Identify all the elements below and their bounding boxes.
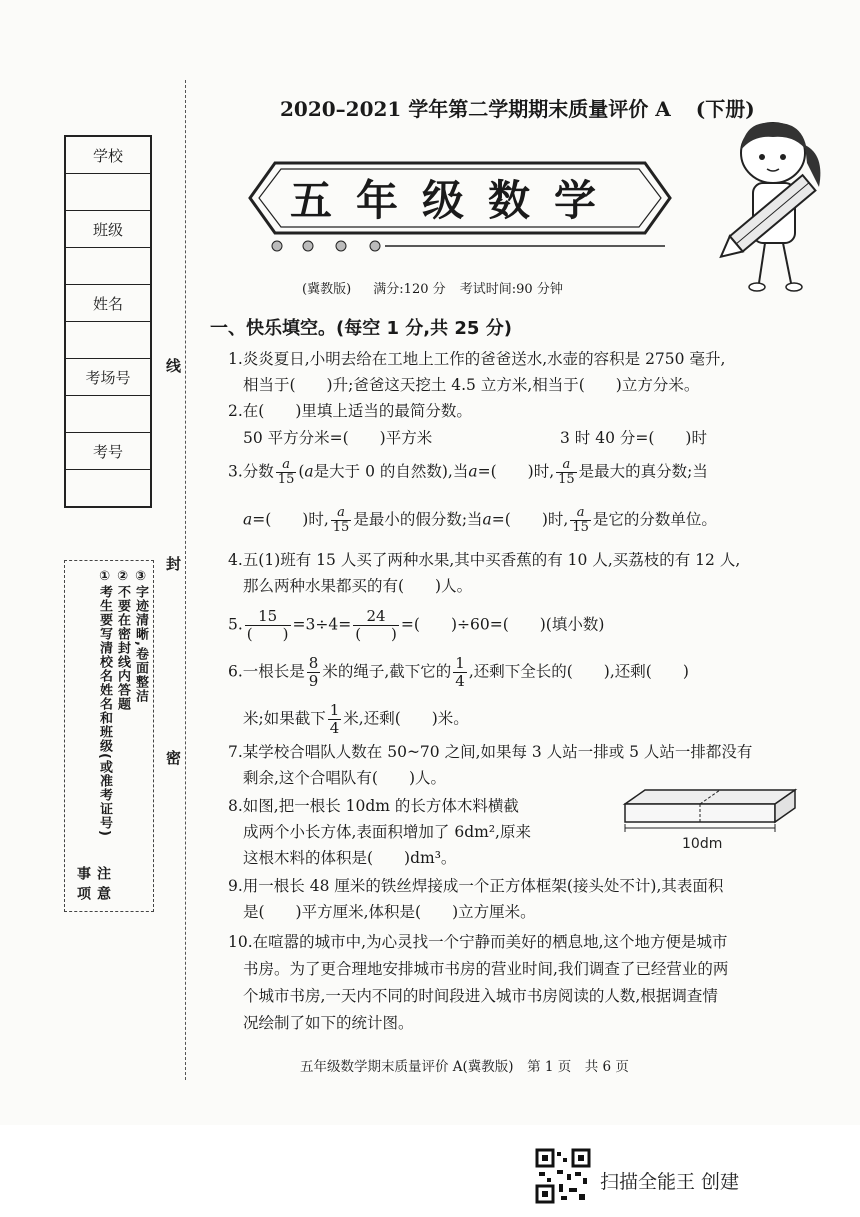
q6-line-1[interactable]	[228, 655, 689, 690]
q10-line-3: 个城市书房,一天内不同的时间段进入城市书房阅读的人数,根据调查情	[243, 987, 718, 1005]
q3-text-5: 是它的分数单位。	[592, 510, 717, 529]
notice-label: 注意事项	[75, 866, 111, 906]
girl-pencil-illustration	[715, 115, 830, 300]
wood-block-length-label: 10dm	[682, 836, 723, 852]
q10-line-1: 10.在喧嚣的城市中,为心灵找一个宁静而美好的栖息地,这个地方便是城市	[228, 933, 728, 951]
fraction-1-4-2: $\frac{1}{4}$	[329, 701, 340, 737]
fraction-1-4: $\frac{1}{4}$	[455, 654, 465, 690]
q7-line-1: 7.某学校合唱队人数在 50~70 之间,如果每 3 人站一排或 5 人站一排都没有	[228, 743, 753, 761]
q3-var-2: a	[468, 462, 478, 481]
q6-blanks[interactable]: ,还剩下全长的( ),还剩( )	[468, 662, 689, 681]
page-footer: 五年级数学期末质量评价 A(冀教版) 第 1 页 共 6 页	[300, 1059, 629, 1075]
info-name-blank[interactable]	[65, 322, 151, 359]
q3-var: a	[304, 462, 314, 481]
q7-line-2[interactable]: 剩余,这个合唱队有( )人。	[243, 769, 447, 787]
info-id: 考号	[65, 433, 151, 470]
q9-line-2[interactable]: 是( )平方厘米,体积是( )立方厘米。	[243, 903, 536, 921]
info-school-blank[interactable]	[65, 174, 151, 211]
notice-item-1: ①考生要写清校名姓名和班级(或准考证号)	[97, 569, 112, 837]
q5-post[interactable]: =( )÷60=( )(填小数)	[400, 615, 605, 634]
exam-time: 考试时间:90 分钟	[459, 282, 563, 297]
fraction-8-9: $\frac{8}{9}$	[308, 654, 319, 690]
q1-line-1: 1.炎炎夏日,小明去给在工地上工作的爸爸送水,水壶的容积是 2750 毫升,	[228, 350, 726, 368]
full-score: 满分:120 分	[373, 282, 446, 297]
fraction-a-15-4: $\frac{a}{15}$	[572, 505, 589, 535]
subject-title: 五年级数学	[290, 176, 621, 225]
exam-volume: (下册)	[695, 97, 755, 121]
q4-line-1: 4.五(1)班有 15 人买了两种水果,其中买香蕉的有 10 人,买荔枝的有 12 人,	[228, 551, 741, 569]
q3-text: 3.分数	[228, 462, 274, 481]
wood-block-figure	[620, 782, 800, 862]
info-name: 姓名	[65, 285, 151, 322]
q5-number: 5.	[228, 615, 243, 634]
q5-mid: =3÷4=	[292, 615, 352, 634]
qr-code-icon	[535, 1148, 591, 1204]
info-room-blank[interactable]	[65, 396, 151, 433]
q6-blank-3[interactable]: 米,还剩( )米。	[343, 709, 469, 728]
q9-line-1: 9.用一根长 48 厘米的铁丝焊接成一个正方体框架(接头处不计),其表面积	[228, 877, 724, 895]
info-id-blank[interactable]	[65, 470, 151, 508]
q3-line-2[interactable]	[243, 506, 717, 535]
seal-line	[185, 80, 186, 1080]
scanner-watermark: 扫描全能王 创建	[600, 1171, 740, 1193]
q5-fraction-2: $\frac{24}{( )}$	[355, 607, 397, 643]
q8-line-1: 8.如图,把一根长 10dm 的长方体木料横截	[228, 797, 519, 815]
seal-mark-line: 线	[166, 357, 182, 375]
q2-line-1: 2.在( )里填上适当的最简分数。	[228, 402, 472, 420]
seal-mark-seal: 封	[166, 555, 182, 573]
q3-line-1[interactable]	[228, 458, 708, 487]
q3-paren: (	[298, 462, 305, 481]
q3-blank-2[interactable]: =( )时,	[252, 510, 329, 529]
exam-meta	[302, 278, 563, 297]
q2-blank-a[interactable]: 50 平方分米=( )平方米	[243, 429, 433, 447]
info-school: 学校	[65, 136, 151, 174]
q3-blank-1[interactable]: =( )时,	[477, 462, 555, 481]
exam-title-text: 2020–2021 学年第二学期期末质量评价 A	[280, 97, 671, 121]
q4-line-2[interactable]: 那么两种水果都买的有( )人。	[243, 577, 473, 595]
info-class: 班级	[65, 211, 151, 248]
q1-line-2[interactable]: 相当于( )升;爸爸这天挖土 4.5 立方米,相当于( )立方分米。	[243, 376, 700, 394]
section-1-heading: 一、快乐填空。(每空 1 分,共 25 分)	[210, 318, 512, 339]
edition: (冀教版)	[302, 282, 352, 297]
q5-fraction-1: $\frac{15}{( )}$	[246, 607, 289, 643]
q6-text-2: 米的绳子,截下它的	[322, 662, 452, 681]
q3-var-4: a	[482, 510, 492, 529]
fraction-a-15: $\frac{a}{15}$	[277, 457, 295, 487]
q8-line-3[interactable]: 这根木料的体积是( )dm³。	[243, 849, 457, 867]
exam-title	[280, 93, 755, 122]
fraction-a-15-2: $\frac{a}{15}$	[558, 457, 575, 487]
seal-mark-secret: 密	[166, 749, 182, 767]
notice-box	[64, 560, 154, 912]
q5-line[interactable]	[228, 608, 604, 643]
q10-line-2: 书房。为了更合理地安排城市书房的营业时间,我们调查了已经营业的两	[243, 960, 729, 978]
q3-text-3: 是最大的真分数;当	[578, 462, 708, 481]
q3-text-2: 是大于 0 的自然数),当	[313, 462, 469, 481]
q3-var-3: a	[243, 510, 253, 529]
q6-text: 6.一根长是	[228, 662, 305, 681]
q3-blank-3[interactable]: =( )时,	[491, 510, 569, 529]
q6-text-3: 米;如果截下	[243, 709, 326, 728]
fraction-a-15-3: $\frac{a}{15}$	[332, 505, 350, 535]
q3-text-4: 是最小的假分数;当	[353, 510, 483, 529]
student-info-table	[64, 135, 152, 508]
q2-blank-b[interactable]: 3 时 40 分=( )时	[560, 429, 707, 447]
notice-item-2: ②不要在密封线内答题	[115, 569, 130, 711]
q8-line-2: 成两个小长方体,表面积增加了 6dm²,原来	[243, 823, 531, 841]
info-room: 考场号	[65, 359, 151, 396]
q6-line-2[interactable]	[243, 702, 469, 737]
q10-line-4: 况绘制了如下的统计图。	[243, 1014, 414, 1032]
notice-item-3: ③字迹清晰,卷面整洁	[133, 569, 148, 703]
info-class-blank[interactable]	[65, 248, 151, 285]
